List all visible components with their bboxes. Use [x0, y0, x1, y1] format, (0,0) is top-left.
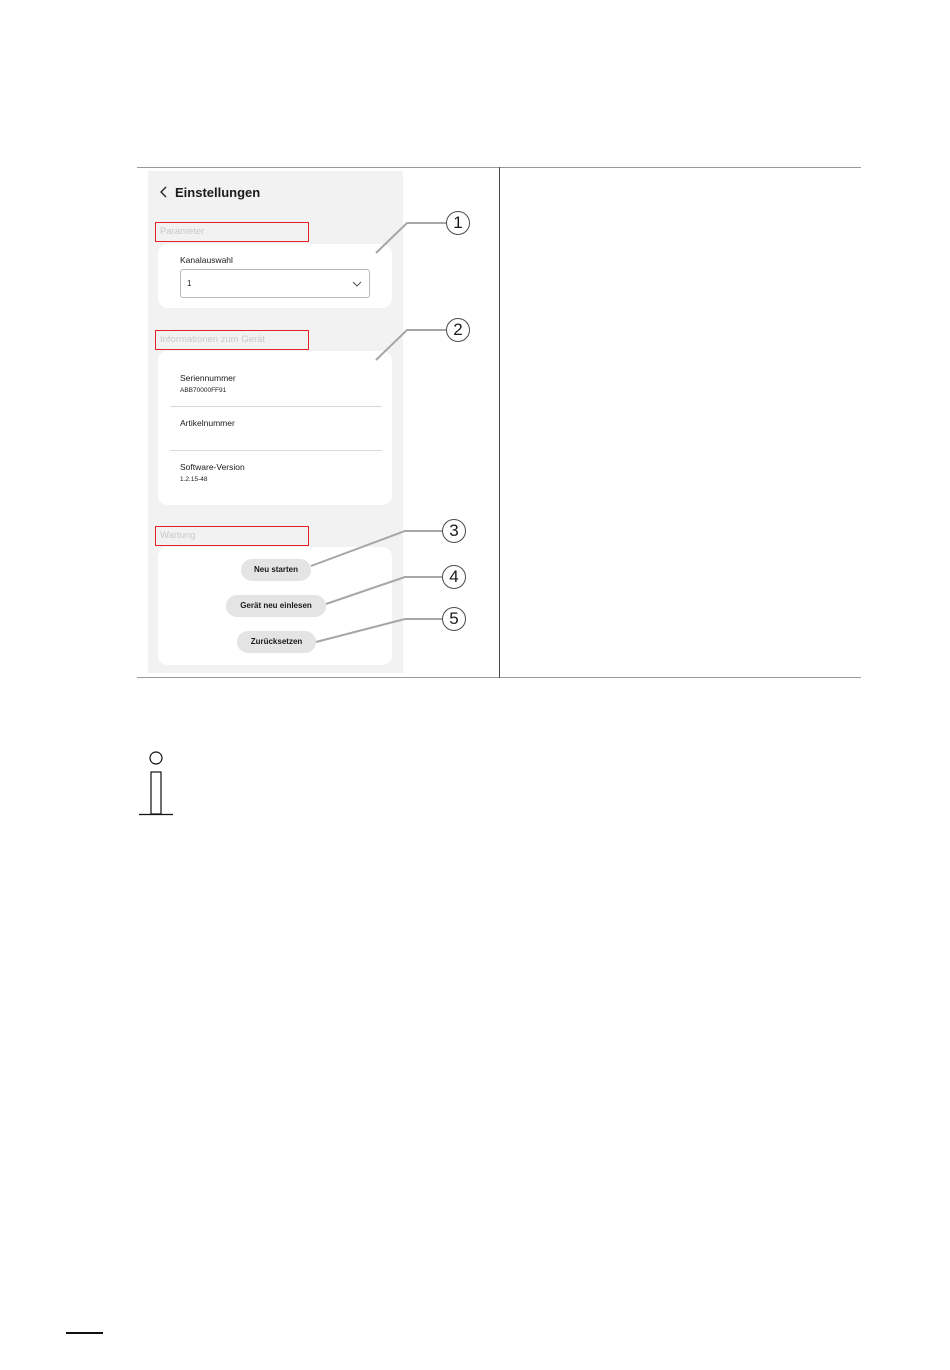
restart-button[interactable]: Neu starten [241, 559, 311, 581]
section-label-device-info: Informationen zum Gerät [155, 330, 309, 350]
software-version-label: Software-Version [180, 462, 245, 472]
callout-marker: 5 [442, 607, 466, 631]
back-navigation[interactable] [157, 180, 260, 204]
info-icon [137, 751, 175, 817]
callout-marker: 2 [446, 318, 470, 342]
reset-button[interactable]: Zurücksetzen [237, 631, 316, 653]
serial-number-label: Seriennummer [180, 373, 236, 383]
section-label-maintenance: Wartung [155, 526, 309, 546]
kanalauswahl-label: Kanalauswahl [180, 255, 233, 265]
callout-marker: 3 [442, 519, 466, 543]
kanalauswahl-select[interactable] [180, 269, 370, 298]
reread-device-button[interactable]: Gerät neu einlesen [226, 595, 326, 617]
serial-number-value: ABB70000FF91 [180, 387, 227, 394]
kanalauswahl-value: 1 [187, 279, 192, 288]
chevron-down-icon [352, 280, 362, 288]
article-number-label: Artikelnummer [180, 418, 235, 428]
callout-marker: 1 [446, 211, 470, 235]
footer-rule [66, 1332, 103, 1334]
info-divider [170, 406, 382, 407]
callout-marker: 4 [442, 565, 466, 589]
software-version-value: 1.2.15-48 [180, 476, 208, 483]
info-divider [170, 450, 382, 451]
section-label-parameter: Parameter [155, 222, 309, 242]
figure-column-divider [499, 167, 500, 678]
page-title: Einstellungen [175, 184, 261, 200]
chevron-left-icon[interactable] [157, 183, 171, 201]
